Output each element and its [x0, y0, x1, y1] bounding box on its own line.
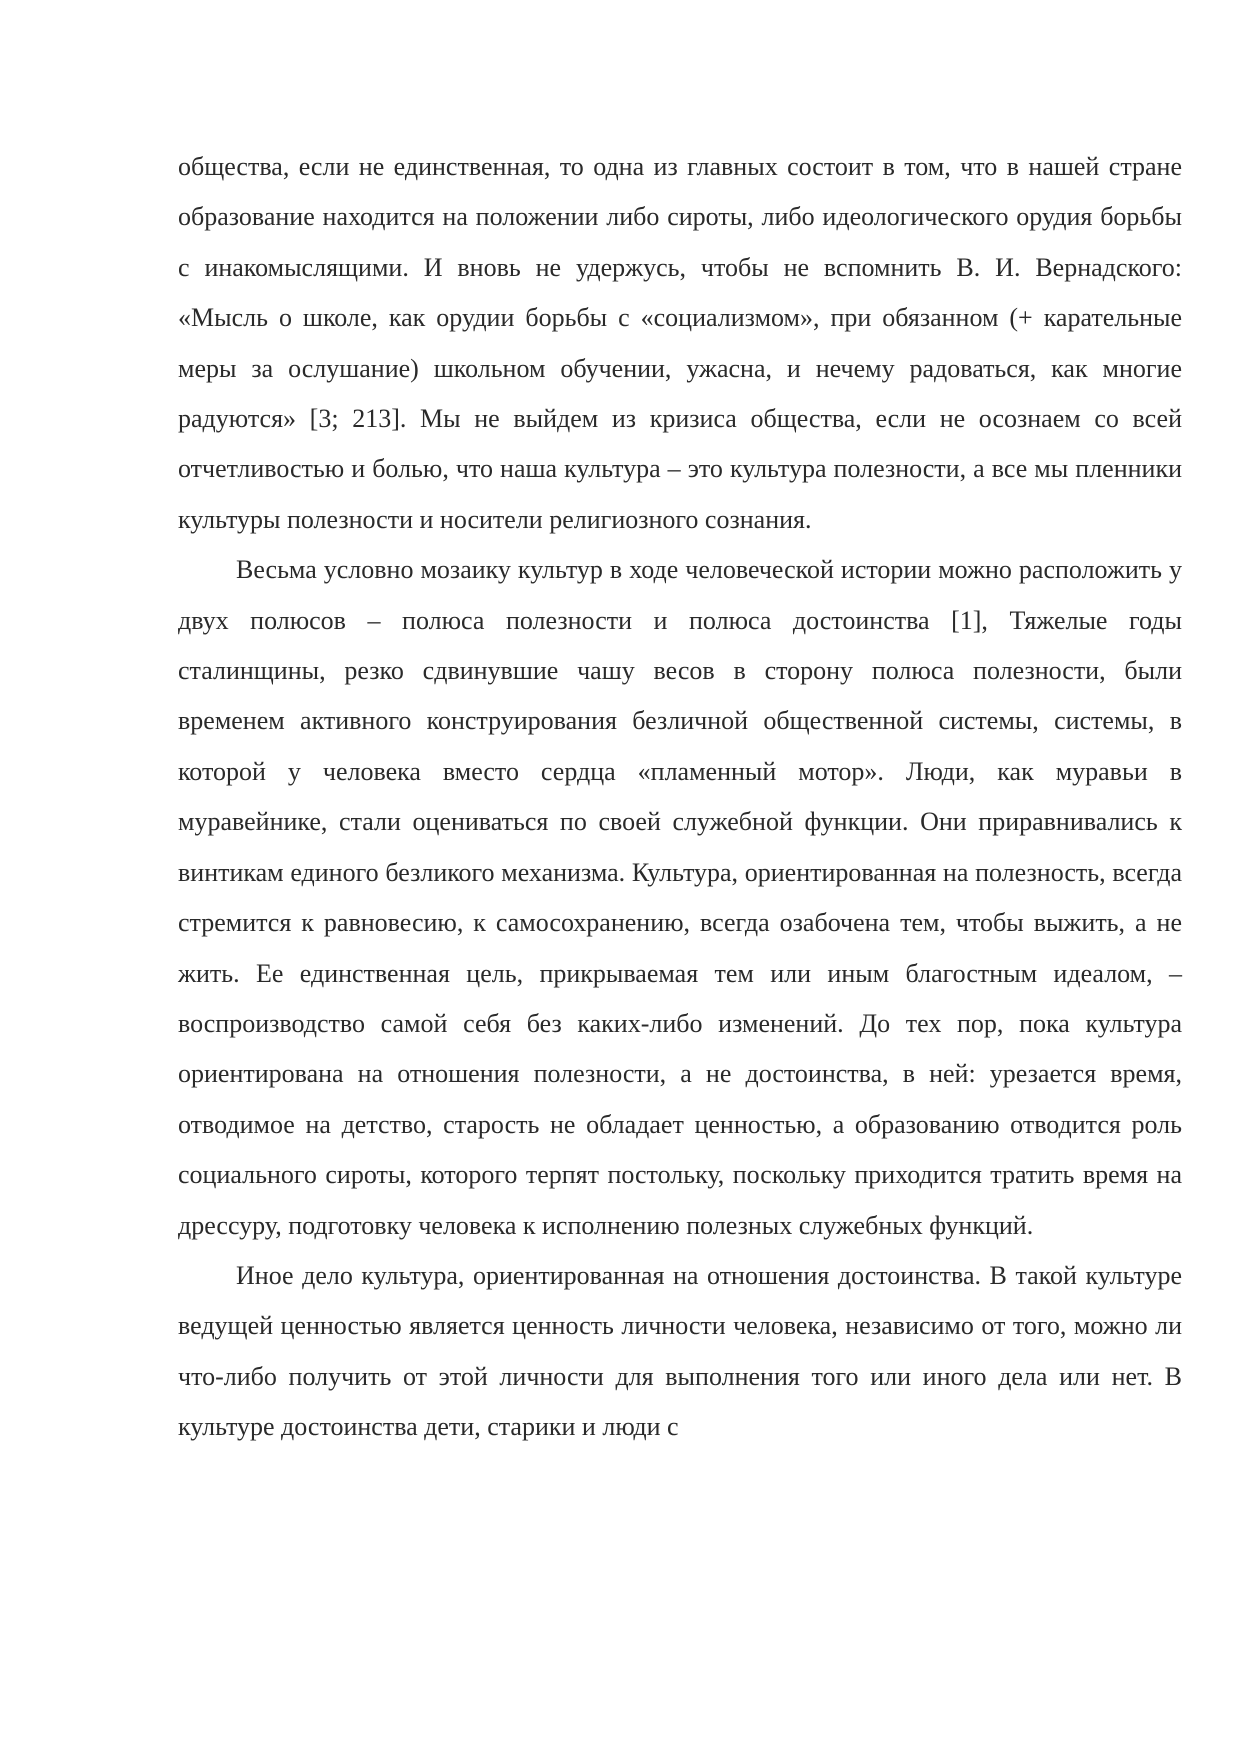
document-page	[178, 142, 1182, 1453]
paragraph-1: общества, если не единственная, то одна из главных состоит в том, что в нашей стране образование находится на положении либо сироты, либо идеологического орудия борьбы с инакомыслящими. И вновь не удержусь, чтобы не вспомнить В. И. Вернадского: «Мысль о школе, как орудии борьбы с «социализмом», при обязанном (+ карательные меры за ослушание) школьном обучении, ужасна, и нечему радоваться, как многие радуются» [3; 213]. Мы не выйдем из кризиса общества, если не осознаем со всей отчетливостью и болью, что наша культура – это культура полезности, а все мы пленники культуры полезности и носители религиозного сознания.	[178, 152, 1182, 534]
paragraph-2: Весьма условно мозаику культур в ходе человеческой истории можно расположить у двух полюсов – полюса полезности и полюса достоинства [1], Тяжелые годы сталинщины, резко сдвинувшие чашу весов в сторону полюса полезности, были временем активного конструирования безличной общественной системы, системы, в которой у человека вместо сердца «пламенный мотор». Люди, как муравьи в муравейнике, стали оцениваться по своей служебной функции. Они приравнивались к винтикам единого безликого механизма. Культура, ориентированная на полезность, всегда стремится к равновесию, к самосохранению, всегда озабочена тем, чтобы выжить, а не жить. Ее единственная цель, прикрываемая тем или иным благостным идеалом, – воспроизводство самой себя без каких-либо изменений. До тех пор, пока культура ориентирована на отношения полезности, а не достоинства, в ней: урезается время, отводимое на детство, старость не обладает ценностью, а образованию отводится роль социального сироты, которого терпят постольку, поскольку приходится тратить время на дрессуру, подготовку человека к исполнению полезных служебных функций.	[178, 555, 1182, 1240]
paragraph-3: Иное дело культура, ориентированная на отношения достоинства. В такой культуре ведущей ценностью является ценность личности человека, независимо от того, можно ли что-либо получить от этой личности для выполнения того или иного дела или нет. В культуре достоинства дети, старики и люди с	[178, 1260, 1182, 1442]
